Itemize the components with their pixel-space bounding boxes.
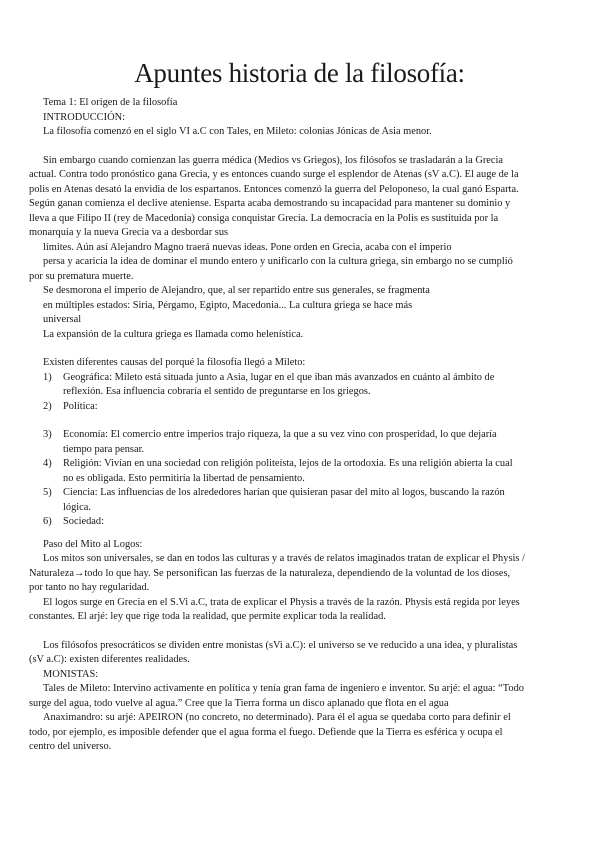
paragraph-history — [29, 154, 530, 285]
list-item — [29, 515, 530, 530]
text-line: (sV a.C): existen diferentes realidades. — [29, 654, 190, 665]
causes-list — [29, 371, 530, 530]
list-number: 4) — [43, 458, 52, 469]
paragraph-presocraticos — [29, 639, 530, 668]
monistas-heading: MONISTAS: — [43, 668, 99, 680]
text-line: Sin embargo cuando comienzan las guerra médica (Medios vs Griegos), los filósofos se trasladarán a la Grecia — [43, 154, 504, 166]
text-line: actual. Contra todo pronóstico gana Grecia, y es entonces cuando surge el esplendor de Atenas (sV a.C). El auge de la — [29, 169, 519, 180]
text-line: constantes. El arjé: ley que rige toda la realidad, que permite explicar toda la realidad. — [29, 611, 386, 622]
text-line: centro del universo. — [29, 741, 112, 752]
list-text: Economía: El comercio entre imperios trajo riqueza, la que a su vez vino con prosperidad, lo que dejaría — [63, 429, 497, 440]
text-line: Según ganan comienza el declive ateniense. Esparta acaba demostrando su incapacidad para mantener su dominio y — [29, 198, 511, 209]
list-text: Religión: Vivían en una sociedad con religión politeísta, lejos de la ortodoxia. Es una religión abierta la cual — [63, 458, 513, 469]
list-number: 5) — [43, 487, 52, 498]
list-item — [29, 486, 530, 515]
text-line: Anaximandro: su arjé: APEIRON (no concreto, no determinado). Para él el agua se quedaba corto para definir el — [43, 712, 511, 723]
text-line: por tanto no hay regularidad. — [29, 582, 150, 593]
list-text: tiempo para pensar. — [63, 443, 145, 455]
text-line: por su prematura muerte. — [29, 270, 134, 282]
text-line: Los mitos son universales, se dan en todos las culturas y a través de relatos imaginados tratan de explicar el Physis / — [43, 553, 525, 564]
causes-intro: Existen diferentes causas del porqué la filosofía llegó a Mileto: — [43, 357, 306, 368]
list-text: Política: — [63, 400, 98, 412]
list-text: Sociedad: — [63, 516, 104, 527]
intro-heading: INTRODUCCIÓN: — [43, 111, 125, 123]
text-line: surge del agua, todo vuelve al agua.” Cree que la Tierra forma un disco aplanado que flota en el agua — [29, 697, 449, 709]
list-text: Geográfica: Mileto está situada junto a Asia, lugar en el que iban más avanzados en cuánto al ámbito de — [63, 371, 495, 383]
text-line: Naturaleza→todo lo que hay. Se personifican las fuerzas de la naturaleza, dependiendo de la voluntad de los dioses, — [29, 567, 511, 579]
text-line: Tales de Mileto: Intervino activamente en política y tenía gran fama de ingeniero e inventor. Su arjé: el agua: “Todo — [43, 683, 524, 694]
text-line: La expansión de la cultura griega es llamada como helenística. — [43, 328, 304, 340]
paragraph-alexander — [29, 284, 530, 342]
list-item — [29, 400, 530, 415]
intro-line: La filosofía comenzó en el siglo VI a.C con Tales, en Mileto: colonias Jónicas de Asia menor. — [43, 126, 432, 137]
paragraph-anaximandro — [29, 711, 530, 755]
list-text: Ciencia: Las influencias de los alrededores harían que quisieran pasar del mito al logos, buscando la razón — [63, 487, 505, 498]
list-number: 2) — [43, 400, 52, 412]
text-line: Se desmorona el imperio de Alejandro, que, al ser repartido entre sus generales, se fragmenta — [43, 285, 430, 296]
topic-line: Tema 1: El origen de la filosofía — [43, 97, 178, 108]
text-line: en múltiples estados: Siria, Pérgamo, Egipto, Macedonia... La cultura griega se hace más — [43, 299, 413, 311]
text-line: límites. Aún así Alejandro Magno traerá nuevas ideas. Pone orden en Grecia, acaba con el imperio — [43, 241, 452, 253]
text-line: universal — [43, 314, 82, 325]
text-line: El logos surge en Grecia en el S.Vi a.C, trata de explicar el Physis a través de la razón. Physis está regida por leyes — [43, 596, 520, 608]
list-number: 3) — [43, 429, 52, 440]
document-title: Apuntes historia de la filosofía: — [134, 58, 465, 88]
list-item — [29, 428, 530, 457]
paragraph-tales — [29, 682, 530, 711]
list-text: no es obligada. Esto permitiría la libertad de pensamiento. — [63, 472, 305, 484]
mito-heading: Paso del Mito al Logos: — [43, 538, 143, 550]
list-number: 6) — [43, 516, 52, 527]
text-line: todo, por ejemplo, es imposible defender que el agua forma el fuego. Defiende que la Tierra es esférica y ocupa el — [29, 726, 503, 738]
paragraph-mito — [29, 552, 530, 596]
list-text: lógica. — [63, 501, 91, 513]
list-text: reflexión. Esa influencia cobraría el sentido de preguntarse en los griegos. — [63, 386, 371, 397]
text-line: polis en Atenas desató la envidia de los espartanos. Entonces comenzó la guerra del Peloponeso, la cual ganó Esparta. — [29, 183, 519, 195]
paragraph-logos — [29, 596, 530, 625]
list-number: 1) — [43, 371, 52, 383]
list-item — [29, 371, 530, 400]
text-line: persa y acaricia la idea de dominar el mundo entero y unificarlo con la cultura griega, sin embargo no se cumplió — [43, 256, 513, 267]
text-line: lleva a que Filipo II (rey de Macedonia) consiga conquistar Grecia. La democracia en la Polis es sustituida por la — [29, 212, 499, 224]
list-item — [29, 457, 530, 486]
text-line: Los filósofos presocráticos se dividen entre monistas (sVi a.C): el universo se ve reducido a una idea, y pluralistas — [43, 639, 518, 651]
text-line: monarquía y la nueva Grecia va a desbordar sus — [29, 227, 229, 238]
